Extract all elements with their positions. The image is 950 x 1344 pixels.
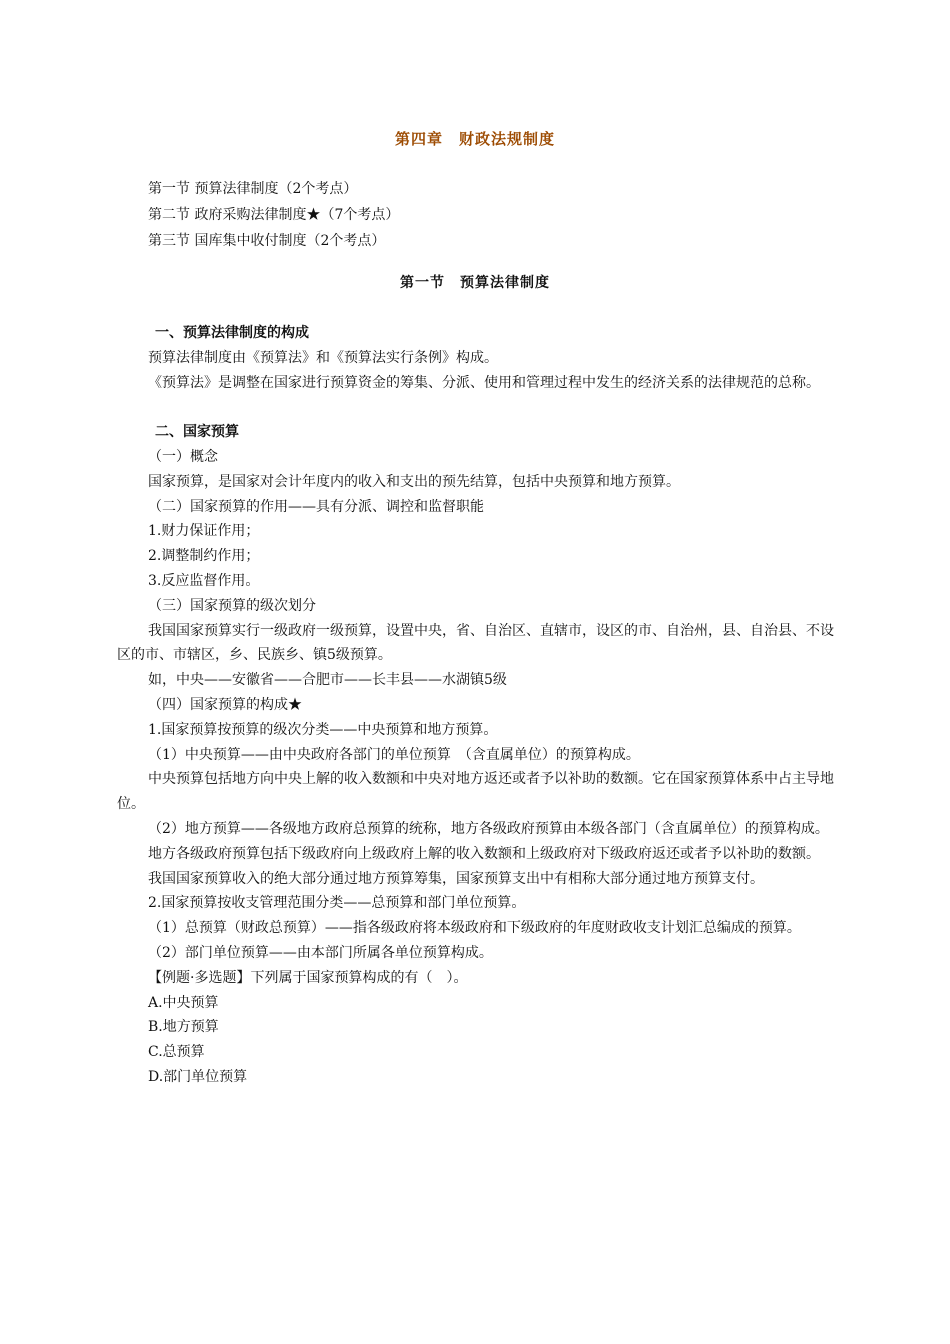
paragraph: 2.调整制约作用； [148,548,260,565]
section-title: 第一节 预算法律制度 [400,275,550,291]
paragraph: 1.国家预算按预算的级次分类——中央预算和地方预算。 [148,721,498,738]
paragraph: 我国国家预算实行一级政府一级预算，设置中央，省、自治区、直辖市，设区的市、自治州，县、自治县、不设区的市、市辖区，乡、民族乡、镇5级预算。 [117,622,834,664]
paragraph: （二）国家预算的作用——具有分派、调控和监督职能 [148,498,484,515]
paragraph: 我国国家预算收入的绝大部分通过地方预算筹集，国家预算支出中有相称大部分通过地方预算支付。 [148,870,764,887]
paragraph: 国家预算，是国家对会计年度内的收入和支出的预先结算，包括中央预算和地方预算。 [148,473,680,490]
document-body [117,321,837,1090]
chapter-title: 第四章 财政法规制度 [394,130,555,148]
paragraph: 预算法律制度由《预算法》和《预算法实行条例》构成。 [148,349,498,366]
paragraph: （1）中央预算——由中央政府各部门的单位预算 （含直属单位）的预算构成。 [148,746,640,763]
paragraph: 《预算法》是调整在国家进行预算资金的筹集、分派、使用和管理过程中发生的经济关系的法律规范的总称。 [148,374,820,391]
paragraph: 2.国家预算按收支管理范围分类——总预算和部门单位预算。 [148,895,526,912]
section-heading: 二、国家预算 [155,424,239,441]
paragraph: 1.财力保证作用； [148,523,260,540]
paragraph: A.中央预算 [148,994,219,1011]
paragraph: （四）国家预算的构成★ [148,696,302,713]
paragraph: 中央预算包括地方向中央上解的收入数额和中央对地方返还或者予以补助的数额。它在国家预算体系中占主导地位。 [117,771,834,813]
paragraph-spacer [117,395,837,420]
paragraph: B.地方预算 [148,1019,219,1036]
toc-item: 第二节 政府采购法律制度★（7个考点） [148,207,400,223]
table-of-contents [148,176,399,254]
toc-item: 第一节 预算法律制度（2个考点） [148,181,358,197]
paragraph: 如，中央——安徽省——合肥市——长丰县——水湖镇5级 [148,672,507,689]
paragraph: C.总预算 [148,1044,205,1061]
paragraph: 【例题·多选题】下列属于国家预算构成的有（ ）。 [148,969,468,986]
paragraph: （2）地方预算——各级地方政府总预算的统称，地方各级政府预算由本级各部门（含直属单位）的预算构成。 [148,820,829,837]
section-heading: 一、预算法律制度的构成 [155,325,309,341]
paragraph: 地方各级政府预算包括下级政府向上级政府上解的收入数额和上级政府对下级政府返还或者予以补助的数额。 [148,845,820,862]
paragraph: D.部门单位预算 [148,1068,248,1085]
paragraph: （一）概念 [148,448,218,465]
toc-item: 第三节 国库集中收付制度（2个考点） [148,233,386,249]
paragraph: （2）部门单位预算——由本部门所属各单位预算构成。 [148,944,493,961]
paragraph: 3.反应监督作用。 [148,572,260,589]
paragraph: （1）总预算（财政总预算）——指各级政府将本级政府和下级政府的年度财政收支计划汇总编成的预算。 [148,920,801,937]
paragraph: （三）国家预算的级次划分 [148,597,316,614]
